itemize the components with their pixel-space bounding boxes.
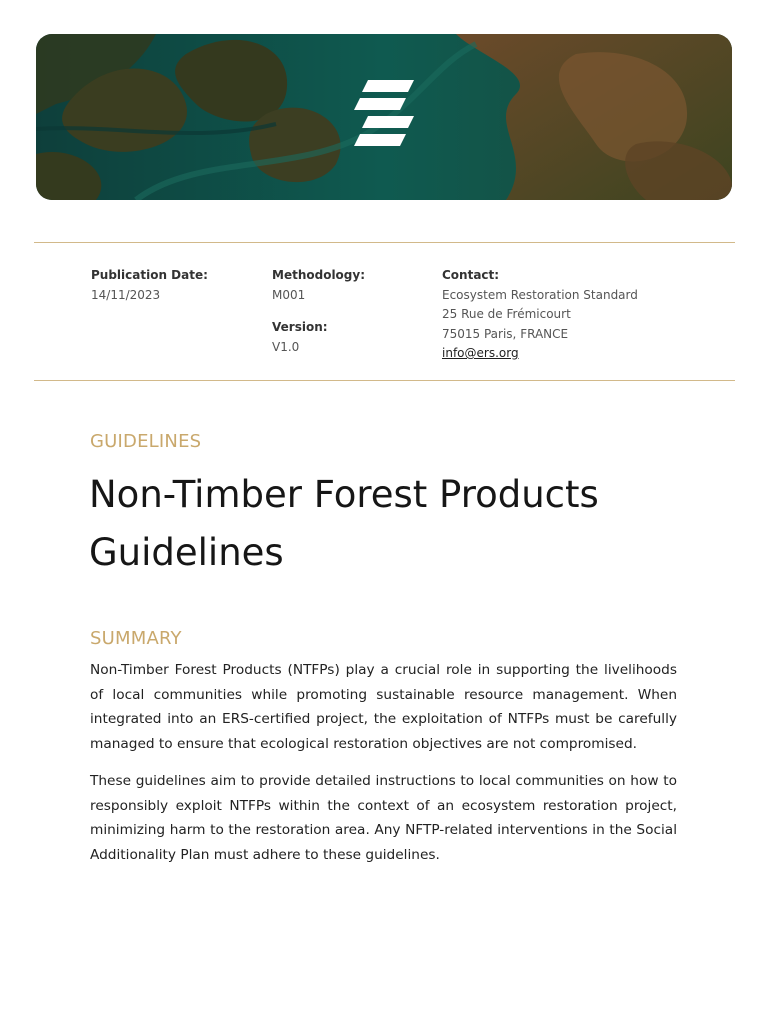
version-value: V1.0: [272, 339, 300, 354]
hero-banner-image: [36, 34, 732, 200]
summary-paragraph-2: These guidelines aim to provide detailed instructions to local communities on how to responsibly exploit NTFPs within the context of an ecosystem restoration project, minimizing harm to the restoration area. Any NFTP-related interventions in the Social Additionality Plan must adhere to these guidelines.: [90, 773, 677, 863]
summary-heading: SUMMARY: [90, 628, 182, 649]
contact-organization: Ecosystem Restoration Standard: [442, 287, 638, 302]
methodology-label: Methodology:: [272, 268, 366, 282]
page-title-line-2: Guidelines: [89, 531, 284, 574]
contact-block: [442, 266, 638, 364]
summary-paragraph-1: Non-Timber Forest Products (NTFPs) play a crucial role in supporting the livelihoods of local communities while promoting sustainable resource management. When integrated into an ERS-certified project, the exploitation of NTFPs must be carefully managed to ensure that ecological restoration objectives are not compromised.: [90, 662, 677, 752]
contact-label: Contact:: [442, 268, 500, 282]
publication-date-block: [91, 266, 208, 305]
methodology-value: M001: [272, 287, 306, 302]
publication-date-label: Publication Date:: [91, 268, 208, 282]
aerial-delta-image: [36, 34, 732, 200]
methodology-block: [272, 266, 365, 357]
contact-email-link[interactable]: info@ers.org: [442, 346, 519, 360]
page-title-line-1: Non-Timber Forest Products: [89, 473, 599, 516]
category-label: GUIDELINES: [90, 431, 202, 452]
version-label: Version:: [272, 320, 328, 334]
publication-date-value: 14/11/2023: [91, 287, 161, 302]
page-title: [89, 466, 689, 582]
bottom-divider: [34, 380, 735, 381]
contact-street: 25 Rue de Frémicourt: [442, 307, 571, 321]
top-divider: [34, 242, 735, 243]
contact-city: 75015 Paris, FRANCE: [442, 326, 569, 341]
